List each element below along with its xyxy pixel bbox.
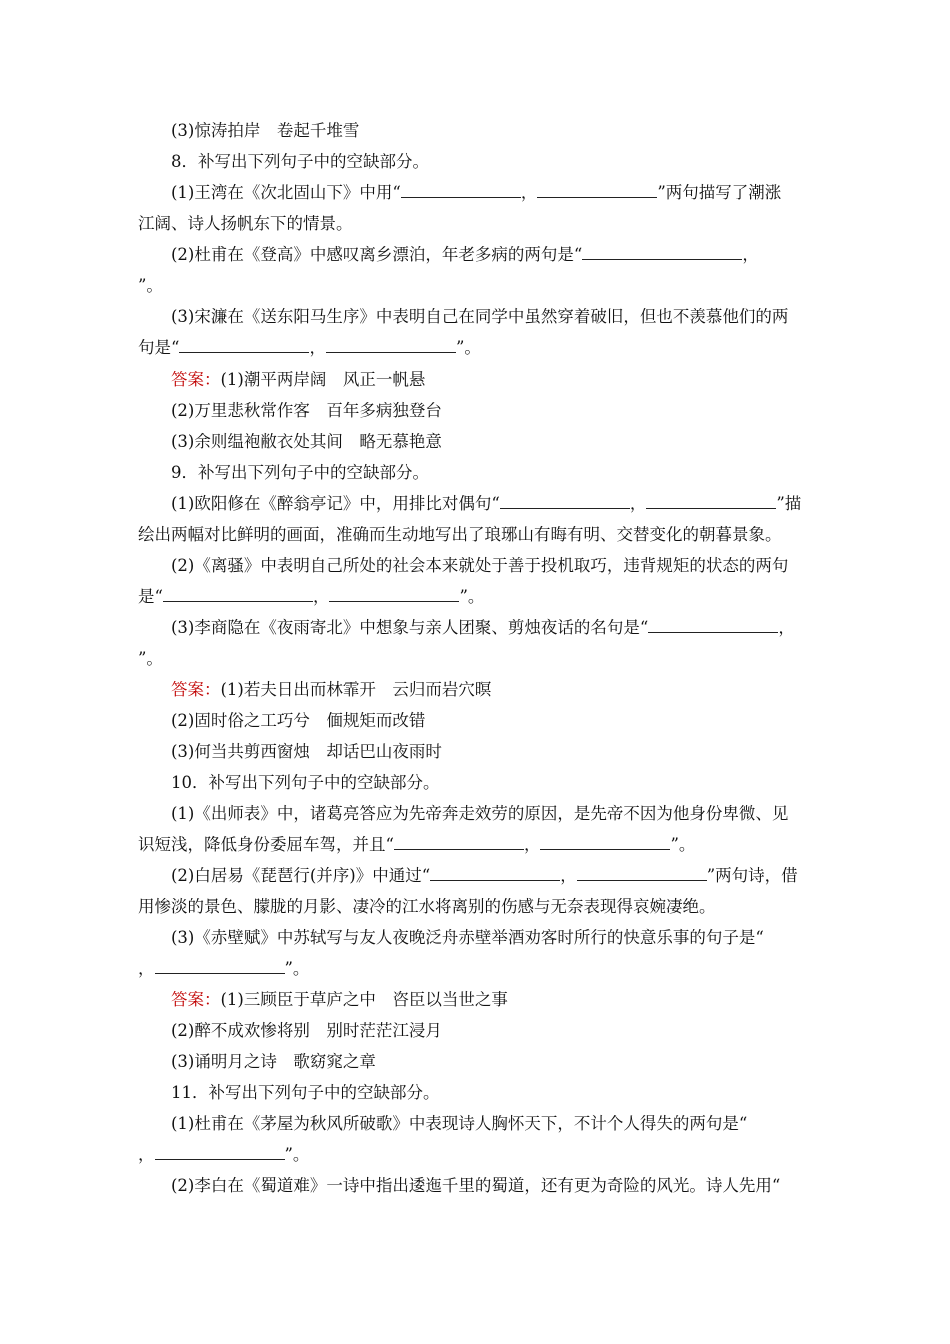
- answer-blank[interactable]: [537, 180, 657, 198]
- answer-blank[interactable]: [582, 242, 742, 260]
- answer-blank[interactable]: [646, 491, 776, 509]
- answer-blank[interactable]: [500, 491, 630, 509]
- answer-blank[interactable]: [577, 863, 707, 881]
- question-line: ， ”。: [138, 1142, 816, 1168]
- question-heading: 8．补写出下列句子中的空缺部分。: [171, 152, 429, 171]
- question-line: ”。: [138, 649, 163, 668]
- question-line: 句是“ ， ”。: [138, 335, 816, 361]
- answer-blank[interactable]: [401, 180, 521, 198]
- question-line: 识短浅，降低身份委屈车驾，并且“ ， ”。: [138, 832, 816, 858]
- question-heading: 10．补写出下列句子中的空缺部分。: [171, 773, 440, 792]
- answer-line: (3)余则缊袍敝衣处其间 略无慕艳意: [171, 432, 442, 451]
- answer-line: 答案：(1)若夫日出而林霏开 云归而岩穴暝: [171, 680, 492, 699]
- question-heading: 11．补写出下列句子中的空缺部分。: [171, 1083, 440, 1102]
- question-line: (2)杜甫在《登高》中感叹离乡漂泊，年老多病的两句是“ ，: [171, 242, 816, 268]
- question-line: (3)李商隐在《夜雨寄北》中想象与亲人团聚、剪烛夜话的名句是“ ，: [171, 615, 816, 641]
- answer-blank[interactable]: [179, 335, 309, 353]
- answer-blank[interactable]: [394, 832, 524, 850]
- answer-line: (3)诵明月之诗 歌窈窕之章: [171, 1052, 376, 1071]
- question-line: (3)《赤壁赋》中苏轼写与友人夜晚泛舟赤壁举酒劝客时所行的快意乐事的句子是“: [171, 928, 764, 947]
- answer-blank[interactable]: [329, 584, 459, 602]
- answer-blank[interactable]: [430, 863, 560, 881]
- answer-line: (2)固时俗之工巧兮 偭规矩而改错: [171, 711, 426, 730]
- answer-blank[interactable]: [155, 1142, 285, 1160]
- question-line: 江阔、诗人扬帆东下的情景。: [138, 214, 353, 233]
- answer-line: (3)何当共剪西窗烛 却话巴山夜雨时: [171, 742, 442, 761]
- answer-label: 答案：: [171, 680, 221, 699]
- answer-line: (3)惊涛拍岸 卷起千堆雪: [171, 121, 360, 140]
- question-line: 绘出两幅对比鲜明的画面，准确而生动地写出了琅琊山有晦有明、交替变化的朝暮景象。: [138, 525, 782, 544]
- answer-blank[interactable]: [155, 956, 285, 974]
- question-line: ”。: [138, 276, 163, 295]
- question-line: 用惨淡的景色、朦胧的月影、凄冷的江水将离别的伤感与无奈表现得哀婉凄绝。: [138, 897, 716, 916]
- answer-blank[interactable]: [326, 335, 456, 353]
- question-line: (3)宋濂在《送东阳马生序》中表明自己在同学中虽然穿着破旧，但也不羡慕他们的两: [171, 307, 789, 326]
- answer-blank[interactable]: [540, 832, 670, 850]
- answer-line: (2)万里悲秋常作客 百年多病独登台: [171, 401, 442, 420]
- answer-label: 答案：: [171, 990, 221, 1009]
- answer-line: (2)醉不成欢惨将别 别时茫茫江浸月: [171, 1021, 442, 1040]
- question-line: (1)王湾在《次北固山下》中用“ ， ”两句描写了潮涨: [171, 180, 816, 206]
- question-line: (2)《离骚》中表明自己所处的社会本来就处于善于投机取巧，违背规矩的状态的两句: [171, 556, 789, 575]
- answer-blank[interactable]: [163, 584, 313, 602]
- question-line: (1)杜甫在《茅屋为秋风所破歌》中表现诗人胸怀天下，不计个人得失的两句是“: [171, 1114, 748, 1133]
- question-line: 是“ ， ”。: [138, 584, 816, 610]
- answer-label: 答案：: [171, 370, 221, 389]
- question-line: ， ”。: [138, 956, 816, 982]
- question-line: (2)李白在《蜀道难》一诗中指出逶迤千里的蜀道，还有更为奇险的风光。诗人先用“: [171, 1176, 781, 1195]
- question-line: (1)欧阳修在《醉翁亭记》中，用排比对偶句“ ， ”描: [171, 491, 816, 517]
- question-line: (1)《出师表》中，诸葛亮答应为先帝奔走效劳的原因，是先帝不因为他身份卑微、见: [171, 804, 789, 823]
- answer-line: 答案：(1)三顾臣于草庐之中 咨臣以当世之事: [171, 990, 508, 1009]
- question-heading: 9．补写出下列句子中的空缺部分。: [171, 463, 429, 482]
- answer-blank[interactable]: [648, 615, 778, 633]
- question-line: (2)白居易《琵琶行(并序)》中通过“ ， ”两句诗，借: [171, 863, 816, 889]
- answer-line: 答案：(1)潮平两岸阔 风正一帆悬: [171, 370, 426, 389]
